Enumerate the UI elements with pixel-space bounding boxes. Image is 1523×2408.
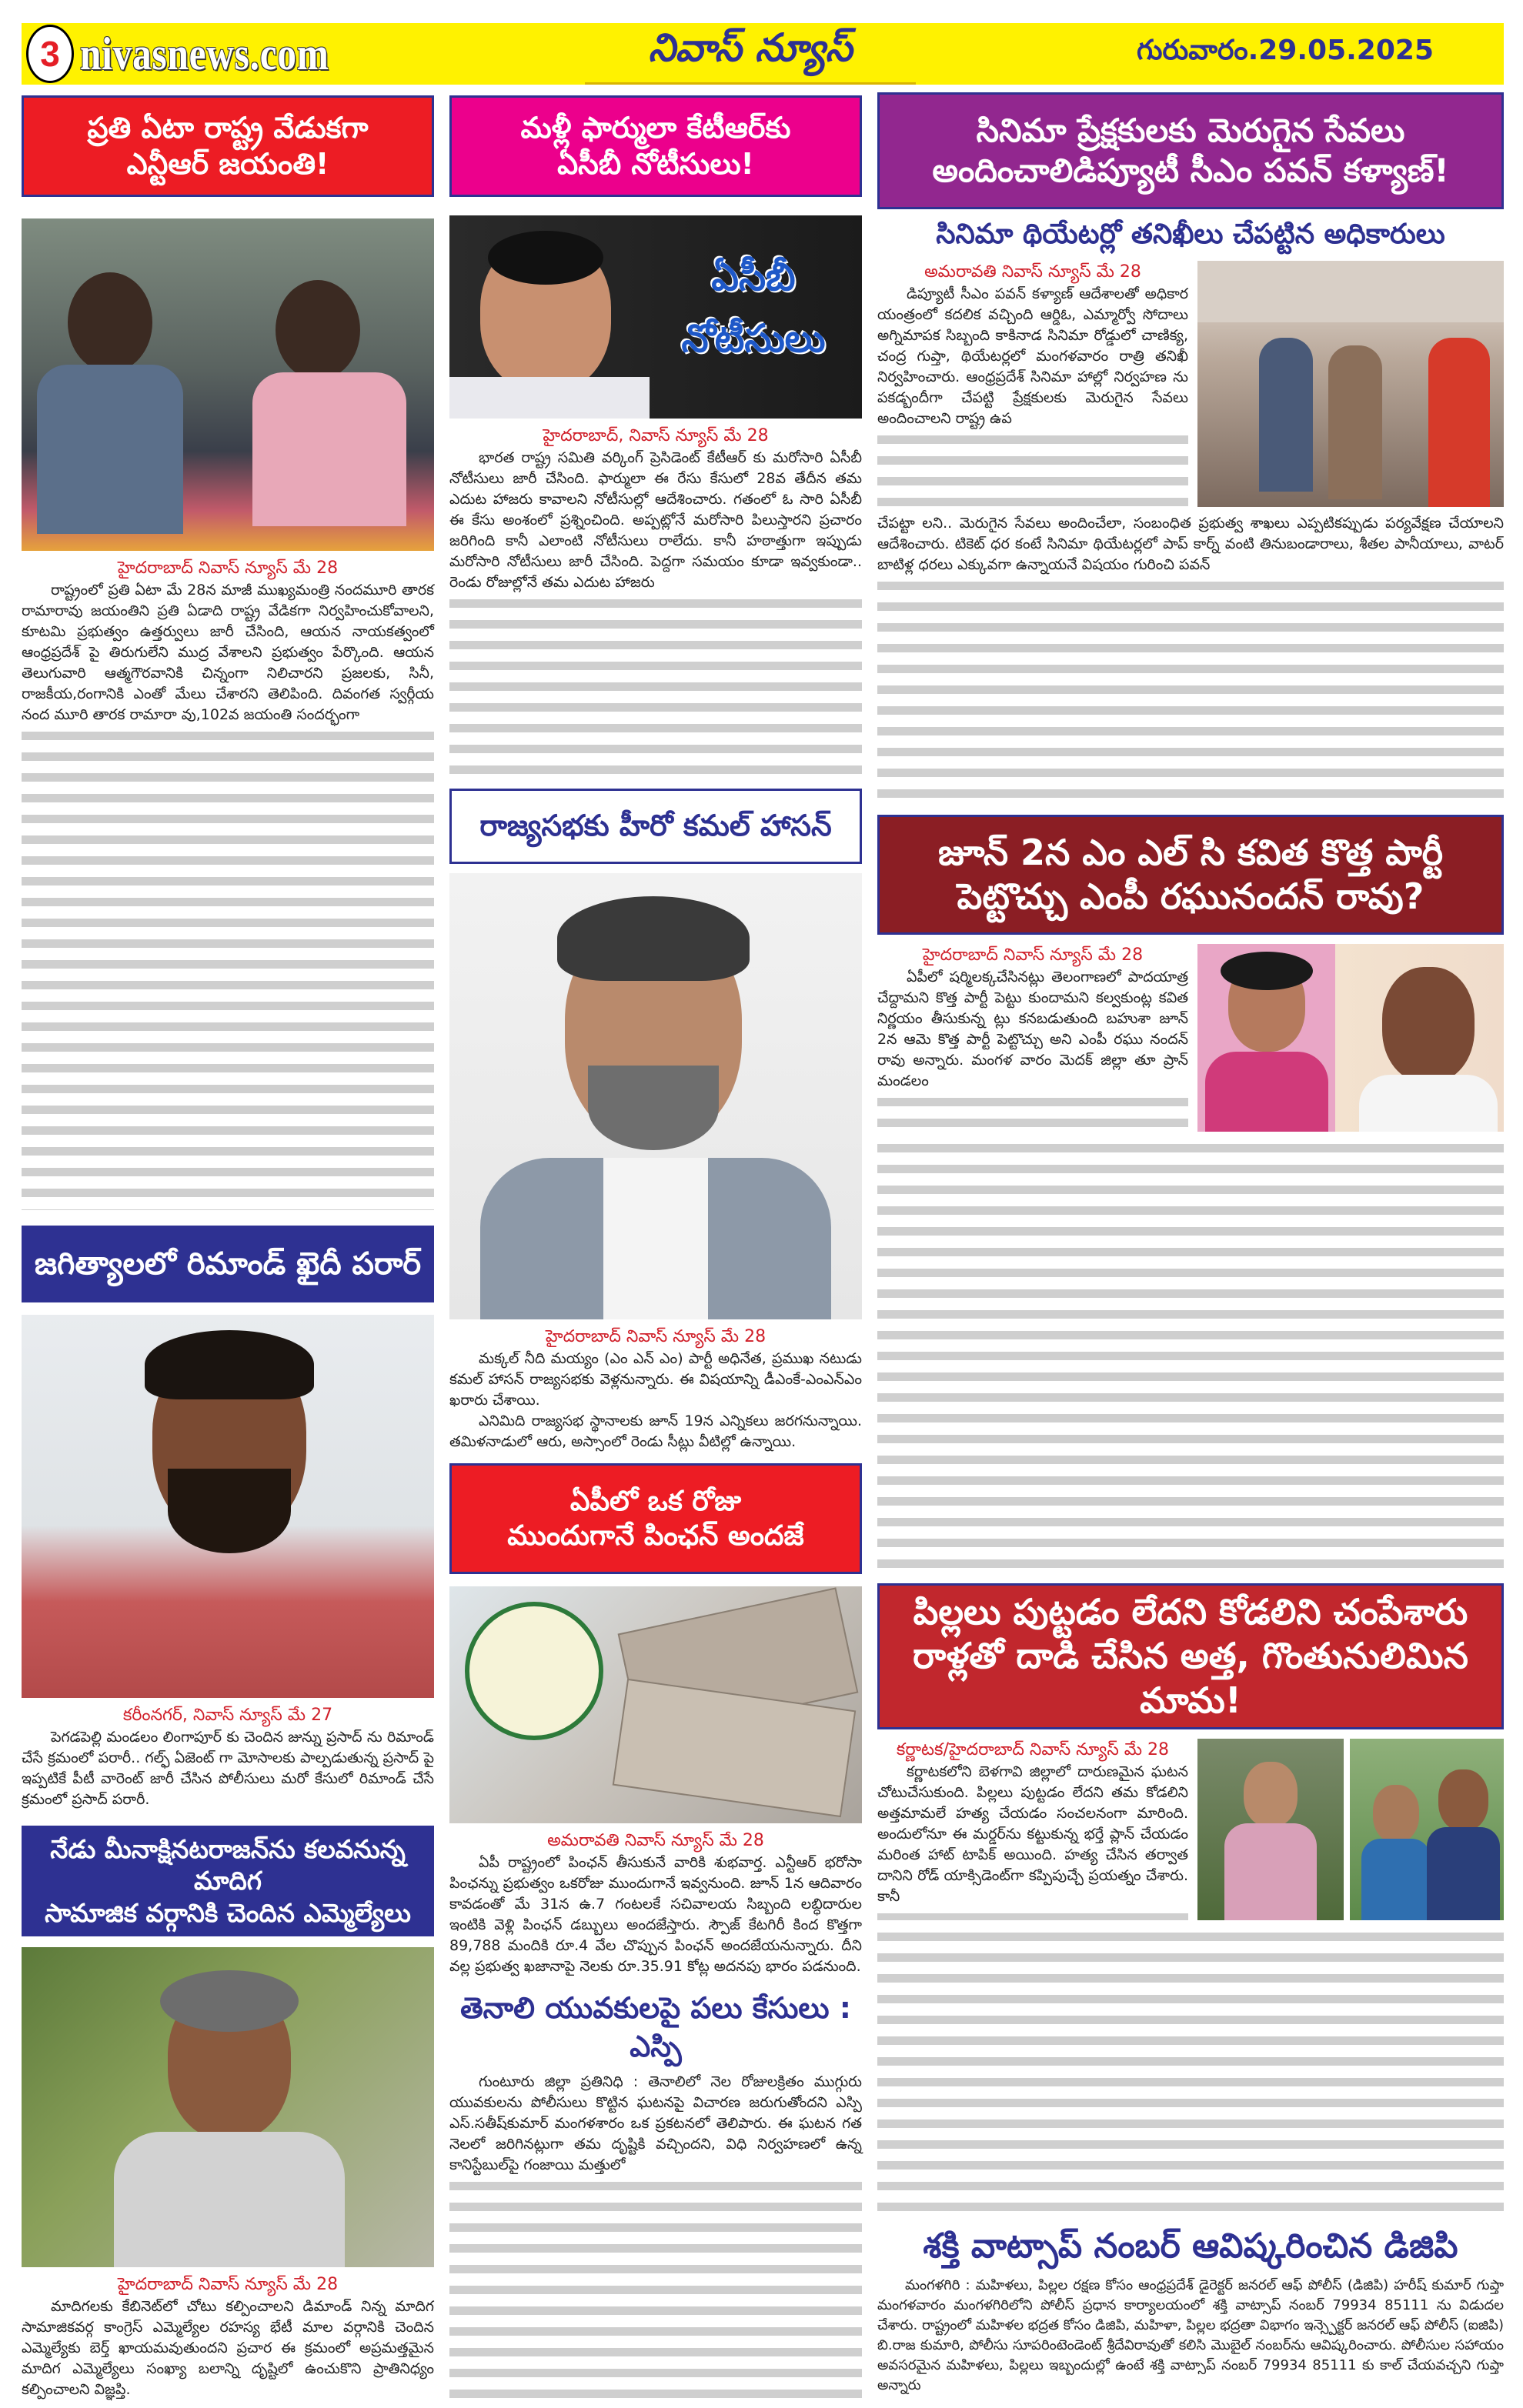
article-body-cinema <box>877 261 1188 507</box>
headline-line: ఎన్టీఆర్ జయంతి! <box>126 147 329 181</box>
photo-pension-currency <box>449 1586 862 1823</box>
cinema-text-photo-row <box>877 261 1504 507</box>
photo-victim <box>1197 1739 1344 1920</box>
text-continuation <box>877 575 1504 799</box>
photo-ntr-jayanti <box>22 218 434 551</box>
headline-jagtial <box>22 1226 434 1302</box>
kavitha-text-photo-row <box>877 944 1504 1132</box>
headline-ktr <box>449 95 862 197</box>
dateline: హైదరాబాద్ నివాస్ న్యూస్ మే 28 <box>117 2275 339 2294</box>
article-text: ఏపీలో షర్మిలక్కచేసినట్లు తెలంగాణలో పాదయాత్ర చేద్దామని కొత్త పార్టీ పెట్టు కుందామని కల్వకుంట్ల కవిత నిర్ణయం తీసుకున్న ట్లు కనబడుతుంది బహుశా జూన్ 2న ఆమె కొత్త పార్టీ పెట్టొచ్చు అని ఎంపీ రఘు నందన్ రావు అన్నారు. మంగళ వారం మెదక్ జిల్లా తూ ప్రాన్ మండలం <box>877 969 1188 1090</box>
dateline: హైదరాబాద్ నివాస్ న్యూస్ మే 28 <box>922 946 1144 966</box>
article-body-cinema-cont <box>877 513 1504 799</box>
article-body-ntr <box>22 580 434 1210</box>
dateline: అమరావతి నివాస్ న్యూస్ మే 28 <box>924 262 1141 282</box>
article-text: భారత రాష్ట్ర సమితి వర్కింగ్ ప్రెసిడెంట్ కేటీఆర్ కు మరోసారి ఏసీబీ నోటీసులు జారీ చేసింది. ఫార్ములా ఈ రేసు కేసులో 28వ తేదీన తమ ఎదుట హాజరు కావాలని నోటీసుల్లో ఆదేశించారు. గతంలో ఓ సారి ఏసీబీ ఈ కేసు అంశంలో ప్రశ్నించింది. అప్పట్లోనే మరోసారి పిలుస్తారని ప్రచారం జరిగింది కానీ ఎలాంటి నోటీసులు రాలేదు. కానీ హఠాత్తుగా ఇప్పుడు మరోసారి నోటీసులు జారీ చేసింది. పెద్దగా సమయం కూడా ఇవ్వకుండా.. రెండు రోజుల్లోనే తమ ఎదుట హాజరు <box>449 449 862 591</box>
headline-line: పిల్లలు పుట్టడం లేదని కోడలిని చంపేశారు <box>913 1590 1468 1633</box>
photo-kavitha-raghunandan <box>1197 944 1504 1132</box>
article-text: పెగడపెల్లి మండలం లింగాపూర్ కు చెందిన జున్ను ప్రసాద్ ను రిమాండ్ చేసే క్రమంలో పరారీ.. గల్ఫ్ ఏజెంట్ గా మోసాలకు పాల్పడుతున్న ప్రసాద్ పై ఇప్పటికే పీటీ వారెంట్ జారీ చేసిన పోలీసులు మరో కేసులో రిమాండ్ చేసే క్రమంలో ప్రసాద్ పరారీ. <box>22 1729 434 1808</box>
dateline: కరీంనగర్, నివాస్ న్యూస్ మే 27 <box>122 1706 333 1725</box>
text-continuation <box>877 429 1188 507</box>
column-3 <box>877 92 1504 2400</box>
headline-kamal-haasan <box>449 789 862 864</box>
headline-line: ఏపీలో ఒక రోజు <box>569 1486 742 1518</box>
photo-kamal-haasan <box>449 873 862 1319</box>
column-2 <box>449 92 862 2400</box>
page-number-badge: 3 <box>26 25 74 83</box>
dateline: కర్ణాటక/హైదరాబాద్ నివాస్ న్యూస్ మే 28 <box>896 1740 1170 1760</box>
article-text: రాష్ట్రంలో ప్రతి ఏటా మే 28న మాజీ ముఖ్యమంత్రి నందమూరి తారక రామారావు జయంతిని ప్రతి ఏడాది రాష్ట్ర వేడికగా నిర్వహించుకోవాలని, కూటమి ప్రభుత్వం ఉత్తర్వులు జారీ చేసింది, ఆయన నాయకత్వంలో ఆంధ్రప్రదేశ్ పై తిరుగులేని ముద్ర వేశాలని ప్రభుత్వం పేర్కొంది. ఆయన తెలుగువారి ఆత్మగౌరవానికి చిన్నంగా నిలిచారని ప్రజలకు, సినీ, రాజకీయ,రంగానికి ఎంతో మేలు చేశారని తెలిపింది. దివంగత స్వర్గీయ నంద మూరి తారక రామారా వు,102వ జయంతి సందర్భంగా <box>22 582 434 723</box>
headline-line: మళ్లీ ఫార్ములా కేటీఆర్‌కు <box>520 110 791 145</box>
headline-karnataka <box>877 1583 1504 1730</box>
headline-line: ముందుగానే పింఛన్ అందజే <box>507 1520 804 1553</box>
article-body-kavitha-cont <box>877 1138 1504 1568</box>
headline-tenali: తెనాలి యువకులపై పలు కేసులు : ఎస్పి <box>460 1991 851 2063</box>
article-text: మంగళగిరి : మహిళలు, పిల్లల రక్షణ కోసం ఆంధ్రప్రదేశ్ డైరెక్టర్ జనరల్ ఆఫ్ పోలీస్ (డిజిపి) హరీష్ కుమార్ గుప్తా మంగళవారం మంగళగిరిలోని పోలీస్ ప్రధాన కార్యాలయంలో శక్తి వాట్సాప్ నంబర్ 79934 85111 ను విడుదల చేశారు. రాష్ట్రంలో మహిళల భద్రత కోసం డిజిపి, మహిళా, పిల్లల భద్రతా విభాగం ఇన్స్పెక్టర్ జనరల్ ఆఫ్ పోలీస్ (ఐజిపి) బి.రాజ కుమారి, పోలీసు సూపరింటెండెంట్ శ్రీదేవిరావుతో కలిసి మొబైల్ నంబర్‌ను ఆవిష్కరించారు. పోలీసుల సహాయం అవసరమైన మహిళలు, పిల్లలు ఇబ్బందుల్లో ఉంటే శక్తి వాట్సాప్ నంబర్ 79934 85111 కు కాల్ చేయవచ్చని గుప్తా అన్నారు <box>877 2277 1504 2394</box>
headline-line: నేడు మీనాక్షినటరాజన్‌ను కలవనున్న మాదిగ <box>50 1834 406 1896</box>
text-continuation <box>449 593 862 776</box>
karnataka-photos <box>1197 1739 1504 1920</box>
article-text: మాదిగలకు కేబినెట్‌లో చోటు కల్పించాలని డిమాండ్ నిన్న మాదిగ సామాజికవర్గ కాంగ్రెస్ ఎమ్మెల్యేల రహస్య భేటీ మాల వర్గానికి చెందిన ఎమ్మెల్యేకు బెర్త్ ఖాయమవుతుందని ప్రచార ఈ క్రమంలో అప్రమత్తమైన మాదిగ ఎమ్మెల్యేలు సంఖ్యా బలాన్ని దృష్టిలో ఉంచుకొని ప్రాతినిధ్యం కల్పించాలని విజ్ఞప్తి. <box>22 2298 434 2398</box>
text-continuation <box>22 725 434 1210</box>
text-continuation <box>449 2176 862 2400</box>
article-body-ktr <box>449 448 862 776</box>
headline-line: పెట్టొచ్చు ఎంపీ రఘునందన్ రావు? <box>957 875 1424 918</box>
article-text: గుంటూరు జిల్లా ప్రతినిధి : తెనాలిలో నెల రోజులక్రితం ముగ్గురు యువకులను పోలీసులు కొట్టిన ఘటనపై విచారణ జరుగుతోందని ఎస్పి ఎస్.సతీష్‌కుమార్ మంగళశారం ఒక ప్రకటనలో తెలిపారు. ఈ ఘటన గత నెలలో జరిగినట్లుగా తమ దృష్టికి వచ్చిందని, విధి నిర్వహణలో ఉన్న కానిస్టేబుల్‌పై గంజాయి మత్తులో <box>449 2073 862 2173</box>
headline-line: జూన్ 2న ఎం ఎల్ సి కవిత కొత్త పార్టీ <box>937 831 1444 873</box>
headline-line: ప్రతి ఏటా రాష్ట్ర వేడుకగా <box>87 110 369 145</box>
photo-remand-prisoner <box>22 1315 434 1698</box>
headline-line: ఏసీబీ నోటీసులు! <box>557 147 754 181</box>
article-text: మక్కల్ నీది మయ్యం (ఎం ఎన్ ఎం) పార్టీ అధినేత, ప్రముఖ నటుడు కమల్ హాసన్ రాజ్యసభకు వెళ్లనున్నారు. ఈ విషయాన్ని డీఎంకే-ఎంఎన్ఎం ఖరారు చేశాయి. <box>449 1350 862 1409</box>
photo-couple <box>1350 1739 1504 1920</box>
article-text: ఎనిమిది రాజ్యసభ స్థానాలకు జూన్ 19న ఎన్నికలు జరగనున్నాయి. తమిళనాడులో ఆరు, అస్సాంలో రెండు సీట్లు వీటిల్లో ఉన్నాయి. <box>449 1412 862 1451</box>
article-body-tenali <box>449 2072 862 2400</box>
article-text: చేపట్టా లని.. మెరుగైన సేవలు అందించేలా, సంబంధిత ప్రభుత్వ శాఖలు ఎప్పటికప్పుడు పర్యవేక్షణ చేయాలని ఆదేశించారు. టికెట్ ధర కంటే సినిమా థియేటర్లలో పాప్ కార్న్ వంటి తినుబండారాలు, శీతల పానీయాలు, వాటర్ బాటిళ్ల ధరలు ఎక్కువగా ఉన్నాయనే విషయం గురించి పవన్ <box>877 514 1504 573</box>
headline-kavitha <box>877 815 1504 935</box>
headline-shakti: శక్తి వాట్సాప్ నంబర్ ఆవిష్కరించిన డిజిపి <box>923 2226 1458 2266</box>
acb-notice-graphic-text: ఏసీబీ నోటీసులు <box>681 255 826 361</box>
ap-government-seal-icon <box>465 1602 603 1740</box>
subheadline-cinema: సినిమా థియేటర్లో తనిఖీలు చేపట్టిన అధికారులు <box>936 218 1445 250</box>
headline-line: సామాజిక వర్గానికి చెందిన ఎమ్మెల్యేలు <box>45 1897 411 1928</box>
newspaper-title: నివాస్ న్యూస్ <box>585 23 916 85</box>
article-text: డిప్యూటీ సీఎం పవన్ కళ్యాణ్ ఆదేశాలతో అధికార యంత్రంలో కదలిక వచ్చింది ఆర్డిఓ, ఎమ్మార్వో సోదాలు అగ్నిమాపక సిబ్బంది కాకినాడ సినిమా రోడ్డులో చాణిక్య, చంద్ర గుప్తా, థియేటర్లలో మంగళవారం రాత్రి తనిఖీ నిర్వహించారు. ఆంధ్రప్రదేశ్ సినిమా హాల్లో నిర్వహణ ను పకడ్బందీగా చేపట్టి ప్రేక్షకులకు మెరుగైన సేవలు అందించాలని రాష్ట్ర ఉప <box>877 285 1188 427</box>
dateline: అమరావతి నివాస్ న్యూస్ మే 28 <box>547 1831 764 1851</box>
site-link[interactable]: nivasnews.com <box>80 28 329 79</box>
karnataka-text-photo-row <box>877 1739 1504 1920</box>
headline-line: రాజ్యసభకు హీరో కమల్ హాసన్ <box>479 809 832 843</box>
article-body-karnataka <box>877 1739 1188 1920</box>
article-text: ఏపీ రాష్ట్రంలో పింఛన్ తీసుకునే వారికి శుభవార్త. ఎన్టీఆర్ భరోసా పింఛన్ను ప్రభుత్వం ఒకరోజు ముందుగానే ఇవ్వనుంది. జూన్ 1న ఆదివారం కావడంతో మే 31న ఉ.7 గంటలకే సచివాలయ సిబ్బంది లబ్ధిదారుల ఇంటికి వెళ్లి పింఛన్ డబ్బులు అందజేస్తారు. స్పౌజ్ కేటగిరీ కింద కొత్తగా 89,788 మందికి రూ.4 వేల చొప్పున పింఛన్ అందజేయనున్నారు. దీని వల్ల ప్రభుత్వ ఖజానాపై నెలకు రూ.35.91 కోట్ల అదనపు భారం పడనుంది. <box>449 1854 862 1976</box>
headline-madiga <box>22 1826 434 1936</box>
dateline: హైదరాబాద్ నివాస్ న్యూస్ మే 28 <box>545 1327 767 1347</box>
column-1 <box>22 92 434 2400</box>
photo-meenakshi-natarajan <box>22 1947 434 2267</box>
headline-ntr <box>22 95 434 197</box>
text-continuation <box>877 1092 1188 1132</box>
issue-date: గురువారం.29.05.2025 <box>1137 35 1434 66</box>
dateline: హైదరాబాద్ నివాస్ న్యూస్ మే 28 <box>117 559 339 578</box>
text-continuation <box>877 1907 1188 1920</box>
article-body-karnataka-cont <box>877 1926 1504 2213</box>
text-continuation <box>877 1138 1504 1568</box>
text-continuation <box>877 1926 1504 2213</box>
headline-line: జగిత్యాలలో రిమాండ్ ఖైదీ పరార్ <box>34 1246 422 1282</box>
headline-line: సినిమా ప్రేక్షకులకు మెరుగైన సేవలు <box>976 111 1405 149</box>
headline-line: రాళ్లతో దాడి చేసిన అత్త, గొంతునులిమిన మామ! <box>913 1635 1468 1721</box>
headline-pension <box>449 1463 862 1574</box>
article-body-kavitha <box>877 944 1188 1132</box>
photo-theatre-inspection <box>1197 261 1504 507</box>
headline-line: అందించాలిడిప్యూటీ సీఎం పవన్ కళ్యాణ్! <box>932 152 1449 189</box>
article-text: కర్ణాటకలోని బెళగావి జిల్లాలో దారుణమైన ఘటన చోటుచేసుకుంది. పిల్లలు పుట్టడం లేదని తమ కోడలిని అత్తమామలే హత్య చేయడం సంచలనంగా మారింది. అందులోనూ ఈ మర్డర్‌ను కట్టుకున్న భర్తే ప్లాన్ చేయడం మరింత హాట్ టాపిక్ అయింది. హత్య చేసిన తర్వాత దానిని రోడ్ యాక్సిడెంట్‌గా కప్పిపుచ్చే ప్రయత్నం చేశారు. కానీ <box>877 1763 1188 1906</box>
dateline: హైదరాబాద్, నివాస్ న్యూస్ మే 28 <box>543 426 769 445</box>
photo-ktr-acb <box>449 215 862 419</box>
headline-cinema <box>877 92 1504 209</box>
